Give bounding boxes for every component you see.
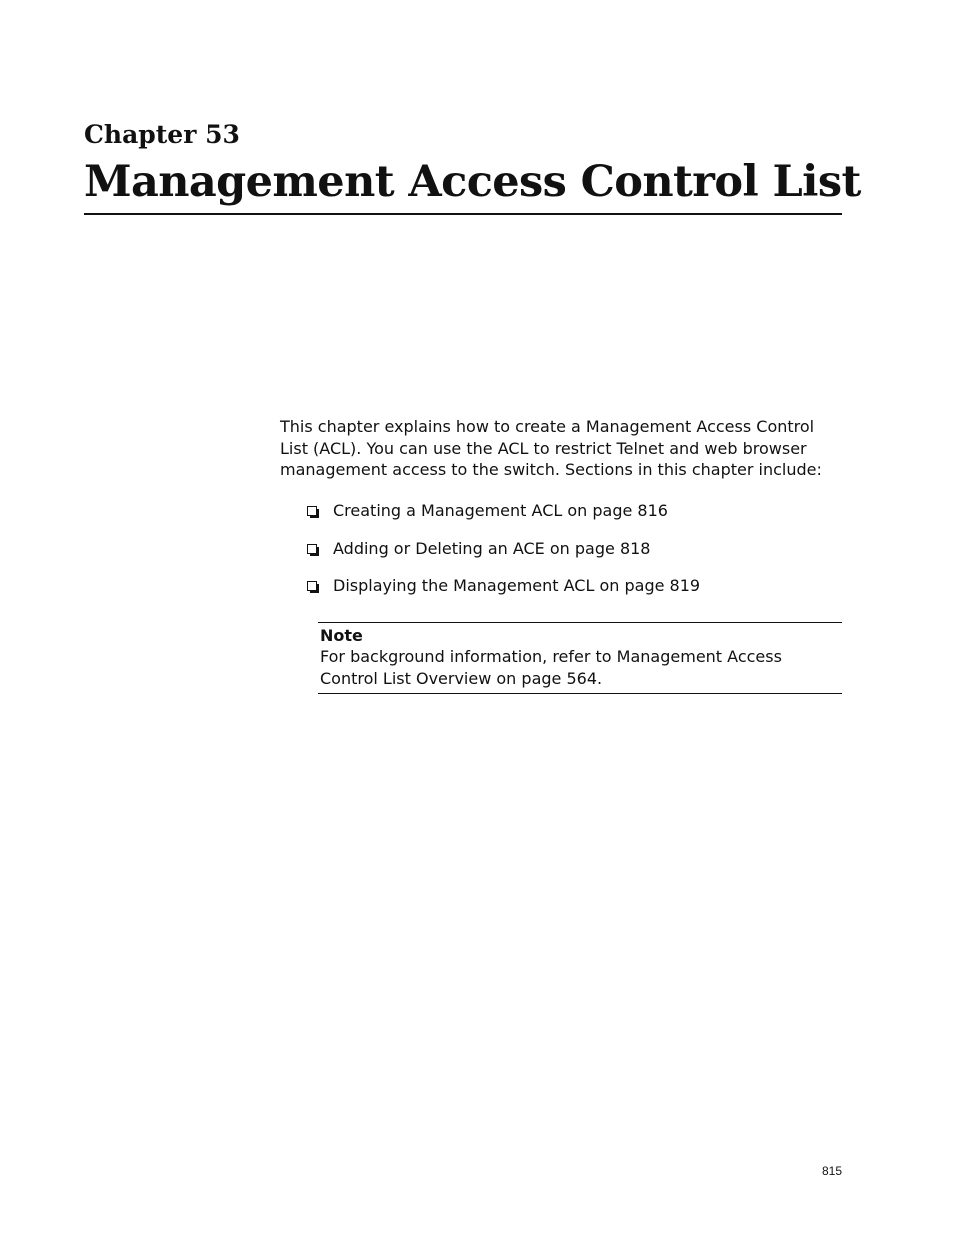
box-bullet-icon <box>307 544 317 554</box>
section-link[interactable]: Creating a Management ACL on page 816 <box>333 501 668 520</box>
section-item[interactable] <box>307 538 700 560</box>
section-list <box>307 500 700 613</box>
section-link[interactable]: Displaying the Management ACL on page 819 <box>333 576 701 595</box>
page-number: 815 <box>822 1164 843 1178</box>
note-text: For background information, refer to Management Access Control List Overview on page 564. <box>320 647 782 688</box>
chapter-title: Management Access Control List <box>84 157 861 207</box>
title-rule <box>84 213 842 215</box>
chapter-label: Chapter 53 <box>84 120 240 149</box>
section-link[interactable]: Adding or Deleting an ACE on page 818 <box>333 538 651 558</box>
note-heading: Note <box>320 626 363 645</box>
section-item[interactable] <box>307 500 700 522</box>
box-bullet-icon <box>307 506 317 516</box>
intro-paragraph: This chapter explains how to create a Management Access Control List (ACL). You can use the ACL to restrict Telnet and web browser management access to the switch. Sections in this chapter include: <box>280 417 822 479</box>
box-bullet-icon <box>307 581 317 591</box>
note-box <box>318 622 842 694</box>
section-item[interactable] <box>307 575 700 597</box>
